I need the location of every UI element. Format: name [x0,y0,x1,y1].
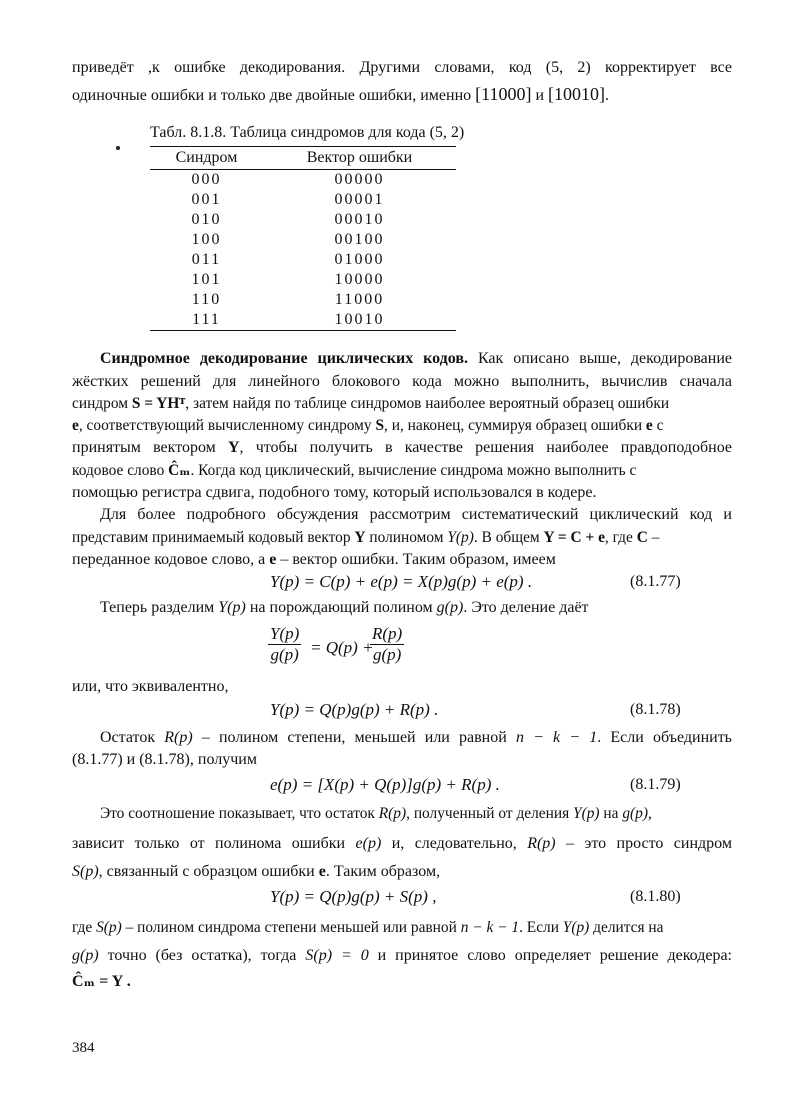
syndrome-table [150,146,456,331]
para1-line-1: Синдромное декодирование циклических кодов. Как описано выше, декодирование [100,350,732,367]
equation-8-1-79: e(p) = [X(p) + Q(p)]g(p) + R(p) . [270,775,500,794]
equation-number-77: (8.1.77) [630,573,681,590]
table-row: 011 01000 [191,251,385,268]
section-title: Синдромное декодирование циклических кодов. [100,350,469,367]
para1-line-2: жёстких решений для линейного блокового кода можно выполнить, вычислив сначала [72,373,732,390]
vector-10010: [10010] [548,84,606,104]
para6-line-2: зависит только от полинома ошибки e(p) и, следовательно, R(p) – это просто синдром [72,835,732,852]
equation-number-80: (8.1.80) [630,888,681,905]
equation-8-1-78: Y(p) = Q(p)g(p) + R(p) . [270,700,439,719]
equation-number-78: (8.1.78) [630,701,681,718]
para3-line: Теперь разделим Y(p) на порождающий полином g(p). Это деление даёт [100,599,589,616]
para2-line-3: переданное кодовое слово, а e – вектор ошибки. Таким образом, имеем [72,551,556,568]
para2-line-2: представим принимаемый кодовый вектор Y полиномом Y(p). В общем Y = C + e, где C – [72,529,660,546]
para1-line-6: кодовое слово Ĉₘ. Когда код циклический, вычисление синдрома можно выполнить с [72,462,637,479]
table-row: 110 11000 [191,291,385,308]
fraction-middle: = Q(p) + [310,638,374,657]
intro-line-1: приведёт ,к ошибке декодирования. Другими словами, код (5, 2) корректирует все [72,59,732,76]
table-row: 001 00001 [191,191,385,208]
table-row: 101 10000 [191,271,385,288]
para1-line-4: e, соответствующий вычисленному синдрому S, и, наконец, суммируя образец ошибки e с [72,417,664,434]
table-row: 000 00000 [191,171,385,188]
para1-line-3: синдром S = YHᵀ, затем найдя по таблице синдромов наиболее вероятный образец ошибки [72,395,670,412]
para2-line-1: Для более подробного обсуждения рассмотрим систематический циклический код и [100,506,732,523]
equation-8-1-77: Y(p) = C(p) + e(p) = X(p)g(p) + e(p) . [270,572,533,591]
fraction-r-over-g: $\frac{R(p)}{g(p)}$ [372,624,403,664]
para5-line-1: Остаток R(p) – полином степени, меньшей или равной n − k − 1. Если объединить [100,729,732,746]
vector-11000: [11000] [475,84,532,104]
column-header-error-vector: Вектор ошибки [263,147,456,170]
page-number: 384 [72,1040,95,1056]
para6-line-3: S(p), связанный с образцом ошибки e. Таким образом, [72,863,441,880]
table-row: 111 10010 [150,310,456,331]
para4-line: или, что эквивалентно, [72,678,229,695]
table-row: 100 00100 [191,231,385,248]
para5-line-2: (8.1.77) и (8.1.78), получим [72,751,257,768]
para6-line-1: Это соотношение показывает, что остаток R(p), полученный от деления Y(p) на g(p), [100,805,652,822]
para7-line-1: где S(p) – полином синдрома степени меньшей или равной n − k − 1. Если Y(p) делится на [72,919,664,936]
stray-mark [116,146,120,150]
equation-8-1-80: Y(p) = Q(p)g(p) + S(p) , [270,887,437,906]
table-caption: Табл. 8.1.8. Таблица синдромов для кода (5, 2) [150,124,465,141]
para1-line-7: помощью регистра сдвига, подобного тому, который использовался в кодере. [72,484,597,501]
fraction-y-over-g: $\frac{Y(p)}{g(p)}$ [270,624,300,664]
para7-line-2: g(p) точно (без остатка), тогда S(p) = 0 и принятое слово определяет решение декодера: [72,947,733,964]
para7-line-3: Ĉₘ = Y . [72,973,131,990]
intro-line-2: одиночные ошибки и только две двойные ошибки, именно [11000] и [10010]. [72,84,610,104]
equation-number-79: (8.1.79) [630,776,681,793]
table-row: 010 00010 [191,211,385,228]
column-header-syndrome: Синдром [150,147,263,170]
para1-line-5: принятым вектором Y, чтобы получить в качестве решения наиболее правдоподобное [72,439,732,456]
